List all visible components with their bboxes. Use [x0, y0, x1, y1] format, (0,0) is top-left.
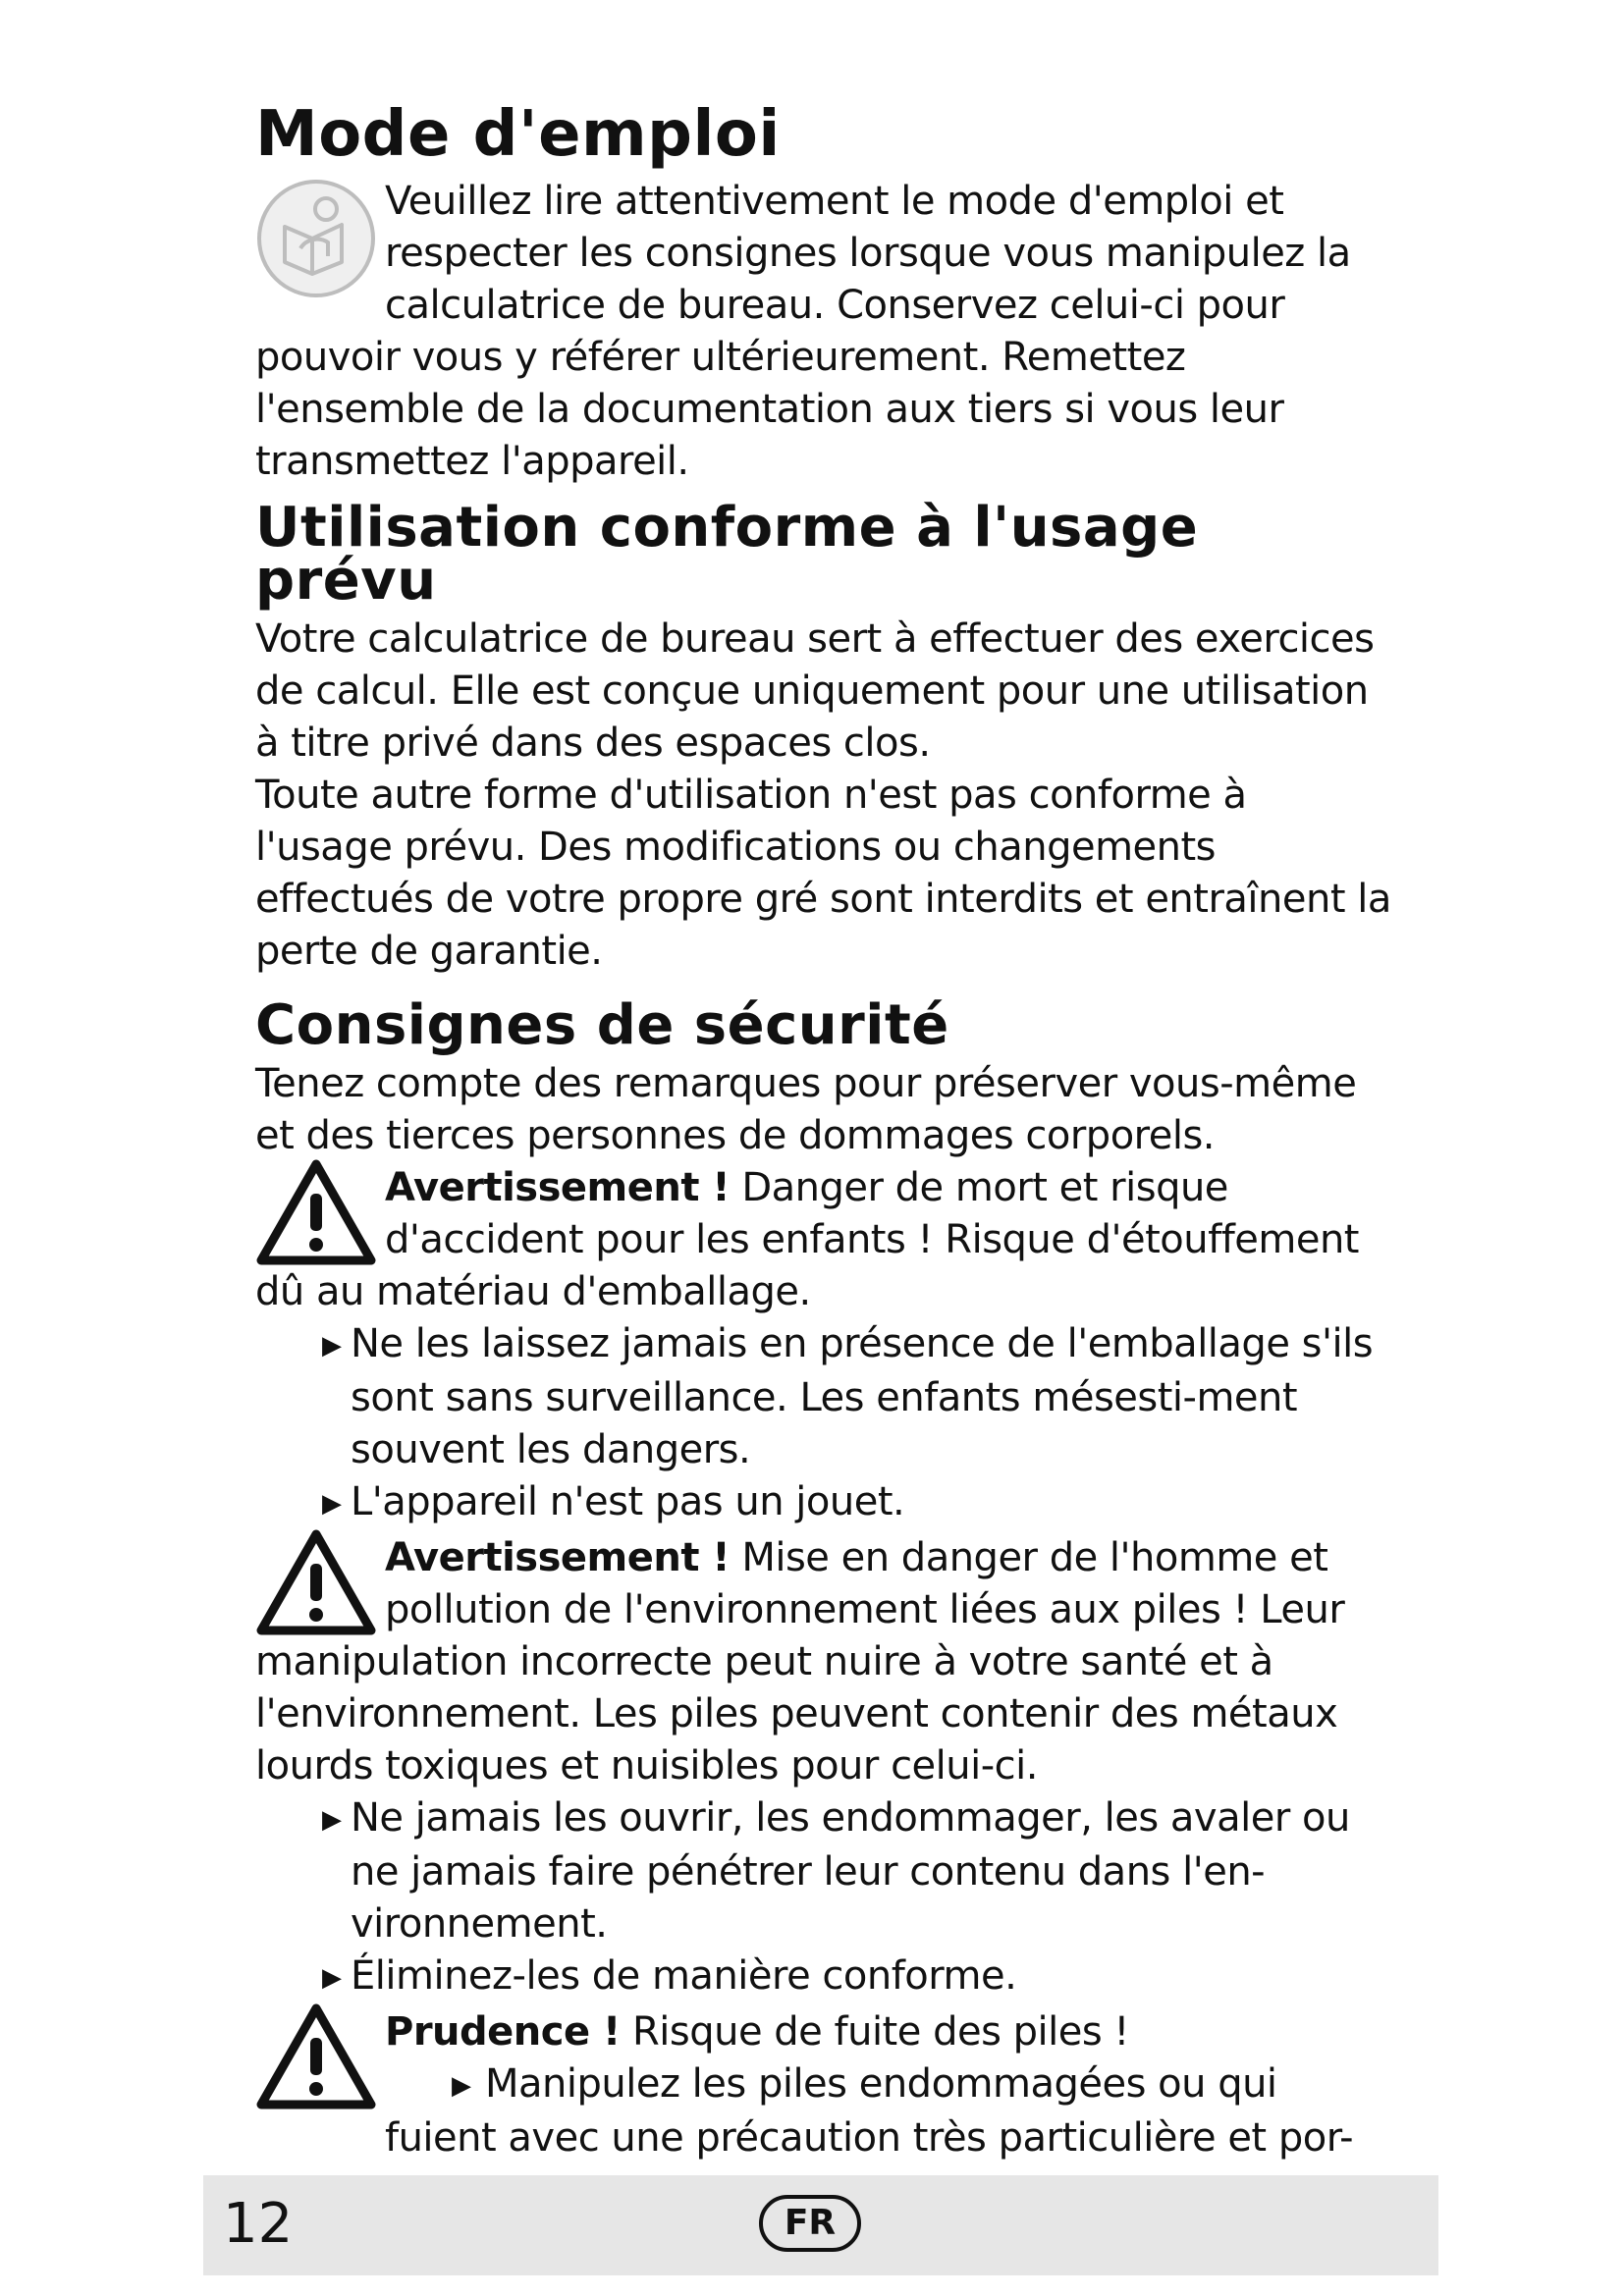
bullet-triangle-icon: ▶: [322, 1331, 342, 1361]
safety-intro: Tenez compte des remarques pour préserver vous-même et des tierces personnes de dommages corporels.: [255, 1061, 1357, 1158]
section-title-mode-emploi: Mode d'emploi: [255, 98, 781, 171]
language-badge: FR: [759, 2195, 861, 2252]
usage-paragraph-2: Toute autre forme d'utilisation n'est pas conforme à l'usage prévu. Des modifications ou changements effectués de votre propre gré sont interdits et entraînent la perte de garantie.: [255, 773, 1391, 974]
bullet-triangle-icon: ▶: [322, 1963, 342, 1993]
warning-1-message: Danger de mort et risque d'accident pour les enfants ! Risque d'étouffement dû au matériau d'emballage.: [255, 1165, 1359, 1314]
page-number: 12: [223, 2192, 294, 2256]
caution-block: [255, 2006, 1394, 2164]
warning-2-text: [255, 1532, 1394, 1792]
bullet-triangle-icon: ▶: [322, 1805, 342, 1835]
warning-block-1: [255, 1162, 1394, 1318]
warning-1-bullet-1: [255, 1318, 1394, 1476]
bullet-triangle-icon: ▶: [322, 1489, 342, 1519]
warning-2-bullet-1-text: Ne jamais les ouvrir, les endommager, les avaler ou ne jamais faire pénétrer leur contenu dans l'en-vironnement.: [351, 1795, 1350, 1947]
bullet-triangle-icon: ▶: [452, 2071, 471, 2101]
warning-1-bullet-2-text: L'appareil n'est pas un jouet.: [351, 1479, 905, 1524]
usage-paragraph-1: Votre calculatrice de bureau sert à effectuer des exercices de calcul. Elle est conçue uniquement pour une utilisation à titre privé dans des espaces clos.: [255, 616, 1375, 766]
warning-1-bullet-2: [255, 1476, 1394, 1530]
page-footer: [203, 2175, 1438, 2275]
warning-1-text: [255, 1162, 1394, 1318]
warning-2-bullet-2-text: Éliminez-les de manière conforme.: [351, 1953, 1017, 1999]
section-title-consignes: Consignes de sécurité: [255, 993, 949, 1057]
section-title-utilisation: Utilisation conforme à l'usage prévu: [255, 496, 1199, 613]
warning-triangle-icon: [255, 2002, 385, 2110]
warning-2-label: Avertissement !: [385, 1535, 731, 1580]
read-manual-icon: [255, 178, 385, 307]
caution-bullet: [385, 2061, 1353, 2161]
page-content: [255, 93, 1394, 2164]
intro-paragraph: Veuillez lire attentivement le mode d'emploi et respecter les consignes lorsque vous manipulez la calculatrice de bureau. Conservez celui-ci pour pouvoir vous y référer ultérieurement. Remettez l'ensemble de la documentation aux tiers si vous leur transmettez l'appareil.: [255, 179, 1351, 484]
caution-label: Prudence !: [385, 2009, 621, 2055]
warning-1-bullet-1-text: Ne les laissez jamais en présence de l'emballage s'ils sont sans surveillance. Les enfants mésesti-ment souvent les dangers.: [351, 1321, 1374, 1472]
intro-block: [255, 176, 1394, 488]
warning-triangle-icon: [255, 1158, 385, 1266]
warning-2-message: Mise en danger de l'homme et pollution de l'environnement liées aux piles ! Leur manipulation incorrecte peut nuire à votre santé et à l'environnement. Les piles peuvent contenir des métaux lourds toxiques et nuisibles pour celui-ci.: [255, 1535, 1345, 1789]
caution-bullet-text: Manipulez les piles endommagées ou qui fuient avec une précaution très particulière et por-: [385, 2061, 1354, 2161]
warning-block-2: [255, 1532, 1394, 1792]
warning-2-bullet-1: [255, 1792, 1394, 1950]
caution-message: Risque de fuite des piles !: [620, 2009, 1129, 2055]
warning-2-bullet-2: [255, 1950, 1394, 2004]
warning-1-label: Avertissement !: [385, 1165, 731, 1210]
caution-text: [255, 2006, 1394, 2164]
warning-triangle-icon: [255, 1528, 385, 1636]
